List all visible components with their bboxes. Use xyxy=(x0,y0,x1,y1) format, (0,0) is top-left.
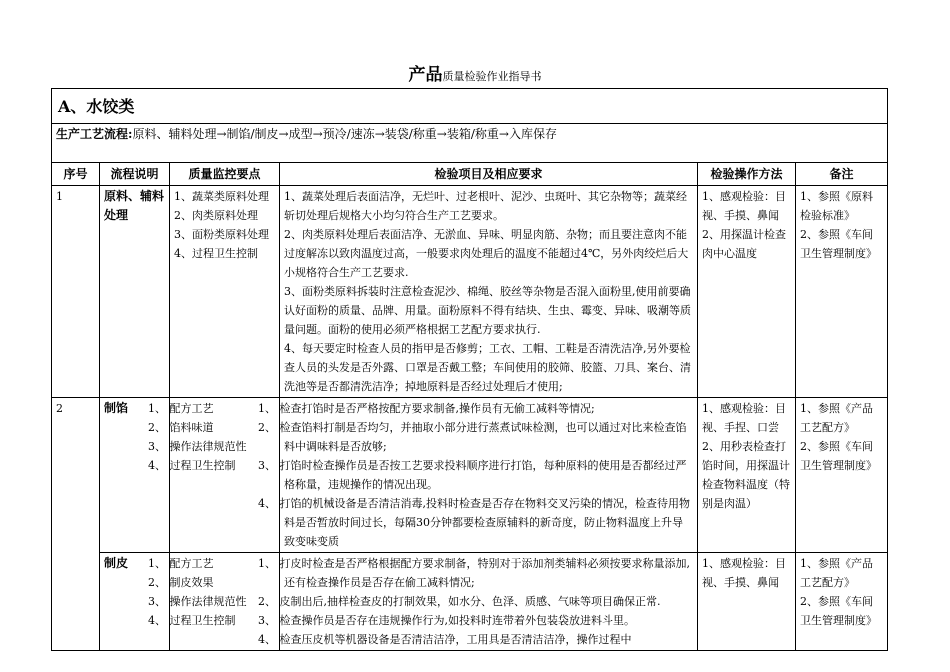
row-methods xyxy=(698,553,796,651)
row-points xyxy=(170,186,280,398)
row-no: 2 xyxy=(52,398,100,651)
point-item: 1、 配方工艺 xyxy=(148,402,214,415)
header-no: 序号 xyxy=(52,163,100,186)
row-step: 原料、辅料处理 xyxy=(100,186,170,398)
requirement-item: 3、 检查操作员是否存在违规操作行为,如投料时连带着外包装袋放进料斗里。 xyxy=(258,614,635,627)
point-item: 2、 馅料味道 xyxy=(148,421,214,434)
header-requirements: 检验项目及相应要求 xyxy=(280,163,698,186)
point-item: 4、 过程卫生控制 xyxy=(148,614,236,627)
header-methods: 检验操作方法 xyxy=(698,163,796,186)
row-requirements xyxy=(280,186,698,398)
remark-item: 1、参照《原料检验标准》 xyxy=(800,190,873,222)
process-flow xyxy=(52,124,888,163)
title-subtitle: 质量检验作业指导书 xyxy=(442,70,542,83)
remark-item: 2、参照《车间卫生管理制度》 xyxy=(800,228,877,260)
point-item: 3、面粉类原料处理 xyxy=(174,228,269,241)
row-requirements xyxy=(258,553,698,651)
point-item: 1、蔬菜类原料处理 xyxy=(174,190,269,203)
row-no: 1 xyxy=(52,186,100,398)
row-step: 制皮 xyxy=(100,553,170,651)
remark-item: 2、参照《车间卫生管理制度》 xyxy=(800,595,877,627)
document-title xyxy=(0,60,950,85)
remark-item: 2、参照《车间卫生管理制度》 xyxy=(800,440,877,472)
row-remarks xyxy=(796,398,888,553)
table-row xyxy=(52,398,888,553)
table-row xyxy=(52,186,888,398)
method-item: 2、用探温计检查肉中心温度 xyxy=(702,228,786,260)
point-item: 4、 过程卫生控制 xyxy=(148,459,236,472)
point-item: 3、 操作法律规范性 xyxy=(148,440,247,453)
requirement-item: 4、 打馅的机械设备是否清洁消毒,投料时检查是否存在物料交叉污染的情况，检查待用物料是否暂放时间过长，每隔30分钟都要检查原辅料的新奇度，防止物料温度上升导致变味变质 xyxy=(258,497,690,548)
requirement-item: 3、 打馅时检查操作员是否按工艺要求投料顺序进行打馅，每种原料的使用是否都经过严格称量，违规操作的情况出现。 xyxy=(258,459,687,491)
row-methods xyxy=(698,398,796,553)
title-product: 产品 xyxy=(408,65,443,85)
inspection-table xyxy=(51,88,888,651)
requirement-item: 1、蔬菜处理后表面洁净，无烂叶、过老根叶、泥沙、虫斑叶、其它杂物等；蔬菜经斩切处理后规格大小均匀符合生产工艺要求。 xyxy=(284,190,687,222)
point-item: 1、 配方工艺 xyxy=(148,557,214,570)
row-remarks xyxy=(796,186,888,398)
table-row xyxy=(52,553,888,651)
table-header xyxy=(52,163,888,186)
remark-item: 1、参照《产品工艺配方》 xyxy=(800,402,873,434)
requirement-item: 2、 皮制出后,抽样检查皮的打制效果，如水分、色泽、质感、气味等项目确保正常. xyxy=(258,595,661,608)
requirement-item: 4、每天要定时检查人员的指甲是否修剪；工衣、工帽、工鞋是否清洗洁净,另外要检查人员的头发是否外露、口罩是否戴工整；车间使用的胶筛、胶篮、刀具、案台、清洗池等是否都清洗洁净；掉地原料是否经过处理后才使用; xyxy=(284,342,691,393)
row-requirements xyxy=(258,398,698,553)
point-item: 3、 操作法律规范性 xyxy=(148,595,247,608)
requirement-item: 1、 检查打馅时是否严格按配方要求制备,操作员有无偷工减料等情况; xyxy=(258,402,595,415)
requirement-item: 2、 检查馅料打制是否均匀，并抽取小部分进行蒸煮试味检测，也可以通过对比来检查馅料中调味料是否放够; xyxy=(258,421,687,453)
method-item: 1、感观检验：目视、手捏、口尝 xyxy=(702,402,786,434)
point-item: 2、肉类原料处理 xyxy=(174,209,258,222)
method-item: 1、感观检验：目视、手摸、鼻闻 xyxy=(702,557,786,589)
requirement-item: 4、 检查压皮机等机器设备是否清洁洁净，工用具是否清洁洁净，操作过程中 xyxy=(258,633,632,646)
remark-item: 1、参照《产品工艺配方》 xyxy=(800,557,873,589)
row-step: 制馅 xyxy=(100,398,170,553)
requirement-item: 3、面粉类原料拆装时注意检查泥沙、棉绳、胶丝等杂物是否混入面粉里,使用前要确认好面粉的质量、品牌、用量。面粉原料不得有结块、生虫、霉变、异味、吸潮等质量问题。面粉的使用必须严格根据工艺配方要求执行. xyxy=(284,285,691,336)
requirement-item: 1、 打皮时检查是否严格根据配方要求制备，特别对于添加剂类辅料必须按要求称量添加,还有检查操作员是否存在偷工减料情况; xyxy=(258,557,690,589)
method-item: 1、感观检验：目视、手摸、鼻闻 xyxy=(702,190,786,222)
method-item: 2、用秒表检查打馅时间，用探温计检查物料温度（特别是肉温） xyxy=(702,440,790,510)
header-points: 质量监控要点 xyxy=(170,163,280,186)
point-item: 2、 制皮效果 xyxy=(148,576,214,589)
process-flow-text: 原料、辅料处理→制馅/制皮→成型→预冷/速冻→装袋/称重→装箱/称重→入库保存 xyxy=(132,127,557,141)
requirement-item: 2、肉类原料处理后表面洁净、无淤血、异味、明显肉筋、杂物；而且要注意肉不能过度解冻以致肉温度过高，一般要求肉处理后的温度不能超过4℃，另外肉绞烂后大小规格符合生产工艺要求. xyxy=(284,228,689,279)
row-remarks xyxy=(796,553,888,651)
row-methods xyxy=(698,186,796,398)
point-item: 4、过程卫生控制 xyxy=(174,247,258,260)
header-remarks: 备注 xyxy=(796,163,888,186)
category-heading: A、水饺类 xyxy=(52,89,888,124)
process-flow-label: 生产工艺流程: xyxy=(56,127,133,141)
header-step: 流程说明 xyxy=(100,163,170,186)
